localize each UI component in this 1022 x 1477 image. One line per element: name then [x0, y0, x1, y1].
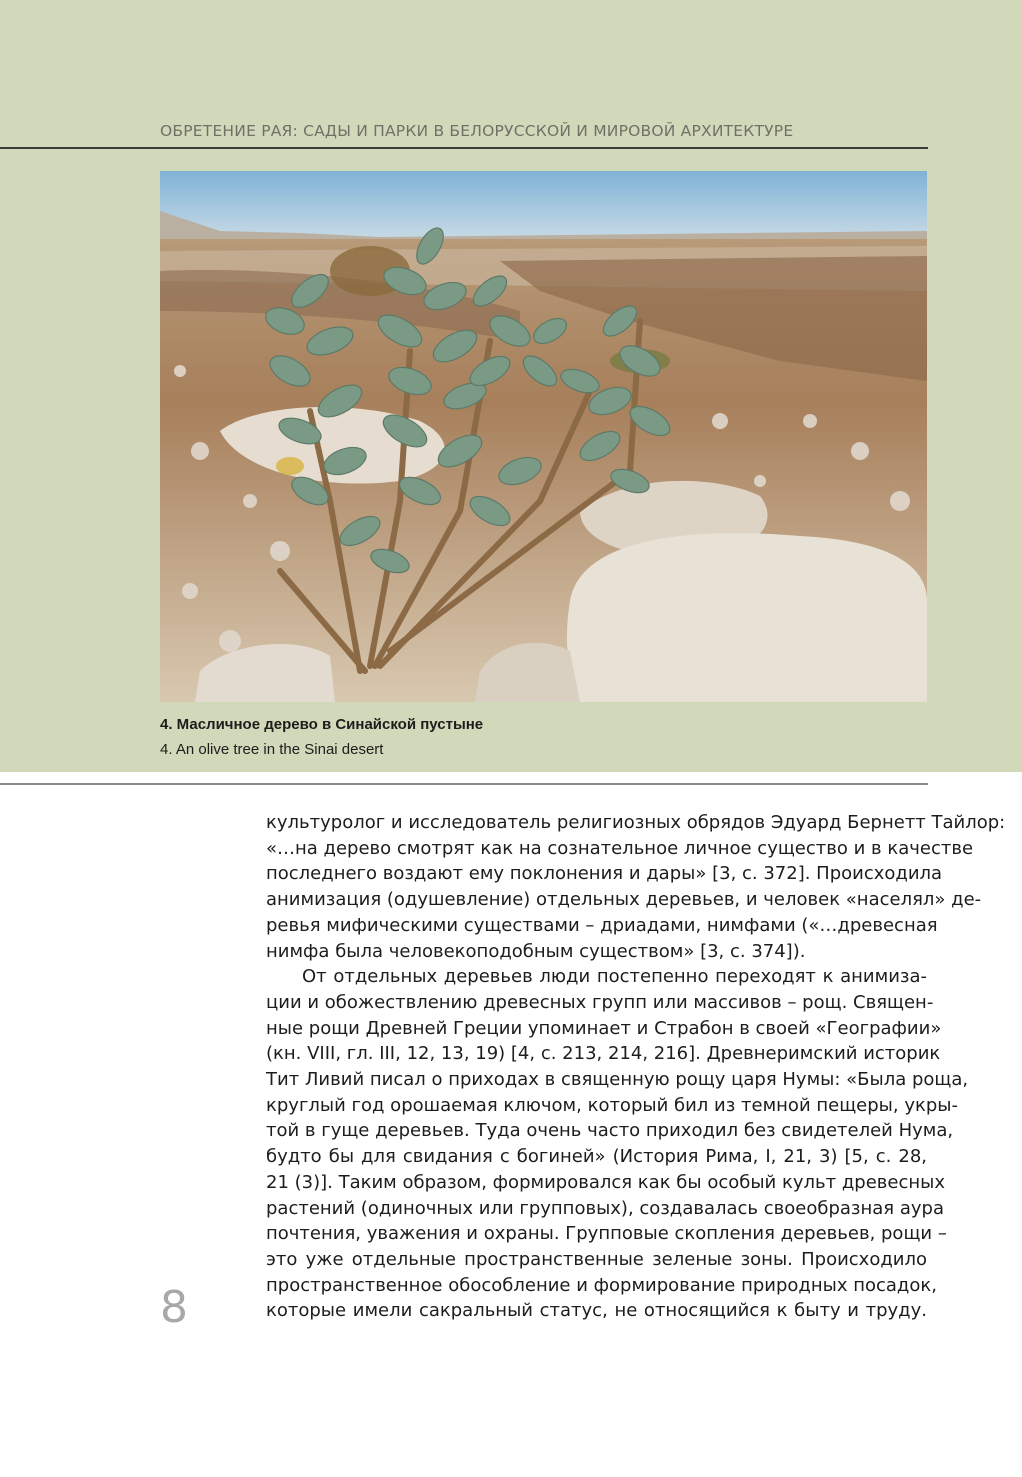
text-line: растений (одиночных или групповых), создавалась своеобразная аура [266, 1197, 944, 1219]
text-line: пространственное обособление и формирование природных посадок, [266, 1274, 937, 1296]
text-line: почтения, уважения и охраны. Групповые скопления деревьев, рощи – [266, 1223, 947, 1245]
text-line: которые имели сакральный статус, не относящийся к быту и труду. [266, 1300, 927, 1322]
page-number: 8 [160, 1282, 188, 1333]
text-line: будто бы для свидания с богиней» (История Рима, I, 21, 3) [5, с. 28, [266, 1146, 927, 1168]
sky [160, 171, 927, 241]
text-line: культуролог и исследователь религиозных обрядов Эдуард Бернетт Тайлор: [266, 812, 1006, 833]
text-line: 21 (3)]. Таким образом, формировался как бы особый культ древесных [266, 1171, 945, 1193]
figure-caption-russian: 4. Масличное дерево в Синайской пустыне [160, 716, 484, 733]
text-line: От отдельных деревьев люди постепенно переходят к анимиза- [302, 966, 927, 988]
text-line: это уже отдельные пространственные зеленые зоны. Происходило [266, 1248, 927, 1270]
text-line: «…на дерево смотрят как на сознательное личное существо и в качестве [266, 837, 974, 859]
text-line: ции и обожествлению древесных групп или массивов – рощ. Священ- [266, 991, 934, 1013]
desert-plant-illustration [160, 171, 927, 702]
figure-photo [160, 171, 927, 702]
text-line: анимизация (одушевление) отдельных деревьев, и человек «населял» де- [266, 889, 982, 911]
text-line: Тит Ливий писал о приходах в священную рощу царя Нумы: «Была роща, [266, 1069, 969, 1091]
text-line: той в гуще деревьев. Туда очень часто приходил без свидетелей Нума, [266, 1120, 954, 1142]
text-line: последнего воздают ему поклонения и дары» [3, с. 372]. Происходила [266, 863, 943, 885]
text-line: ные рощи Древней Греции упоминает и Страбон в своей «Географии» [266, 1017, 942, 1039]
paragraph-1 [266, 810, 1006, 964]
figure-caption-english: 4. An olive tree in the Sinai desert [160, 741, 384, 758]
header-divider [0, 147, 928, 149]
body-text [266, 810, 1006, 1324]
body-divider [0, 783, 928, 785]
large-rock [567, 533, 927, 702]
text-line: ревья мифическими существами – дриадами, нимфами («…древесная [266, 914, 938, 936]
text-line: (кн. VIII, гл. III, 12, 13, 19) [4, с. 213, 214, 216]. Древнеримский историк [266, 1043, 941, 1065]
text-line: нимфа была человекоподобным существом» [3, с. 374]). [266, 940, 806, 962]
running-header: ОБРЕТЕНИЕ РАЯ: САДЫ И ПАРКИ В БЕЛОРУССКОЙ И МИРОВОЙ АРХИТЕКТУРЕ [160, 122, 794, 140]
paragraph-2 [266, 964, 969, 1324]
text-line: круглый год орошаемая ключом, который бил из темной пещеры, укры- [266, 1094, 958, 1116]
